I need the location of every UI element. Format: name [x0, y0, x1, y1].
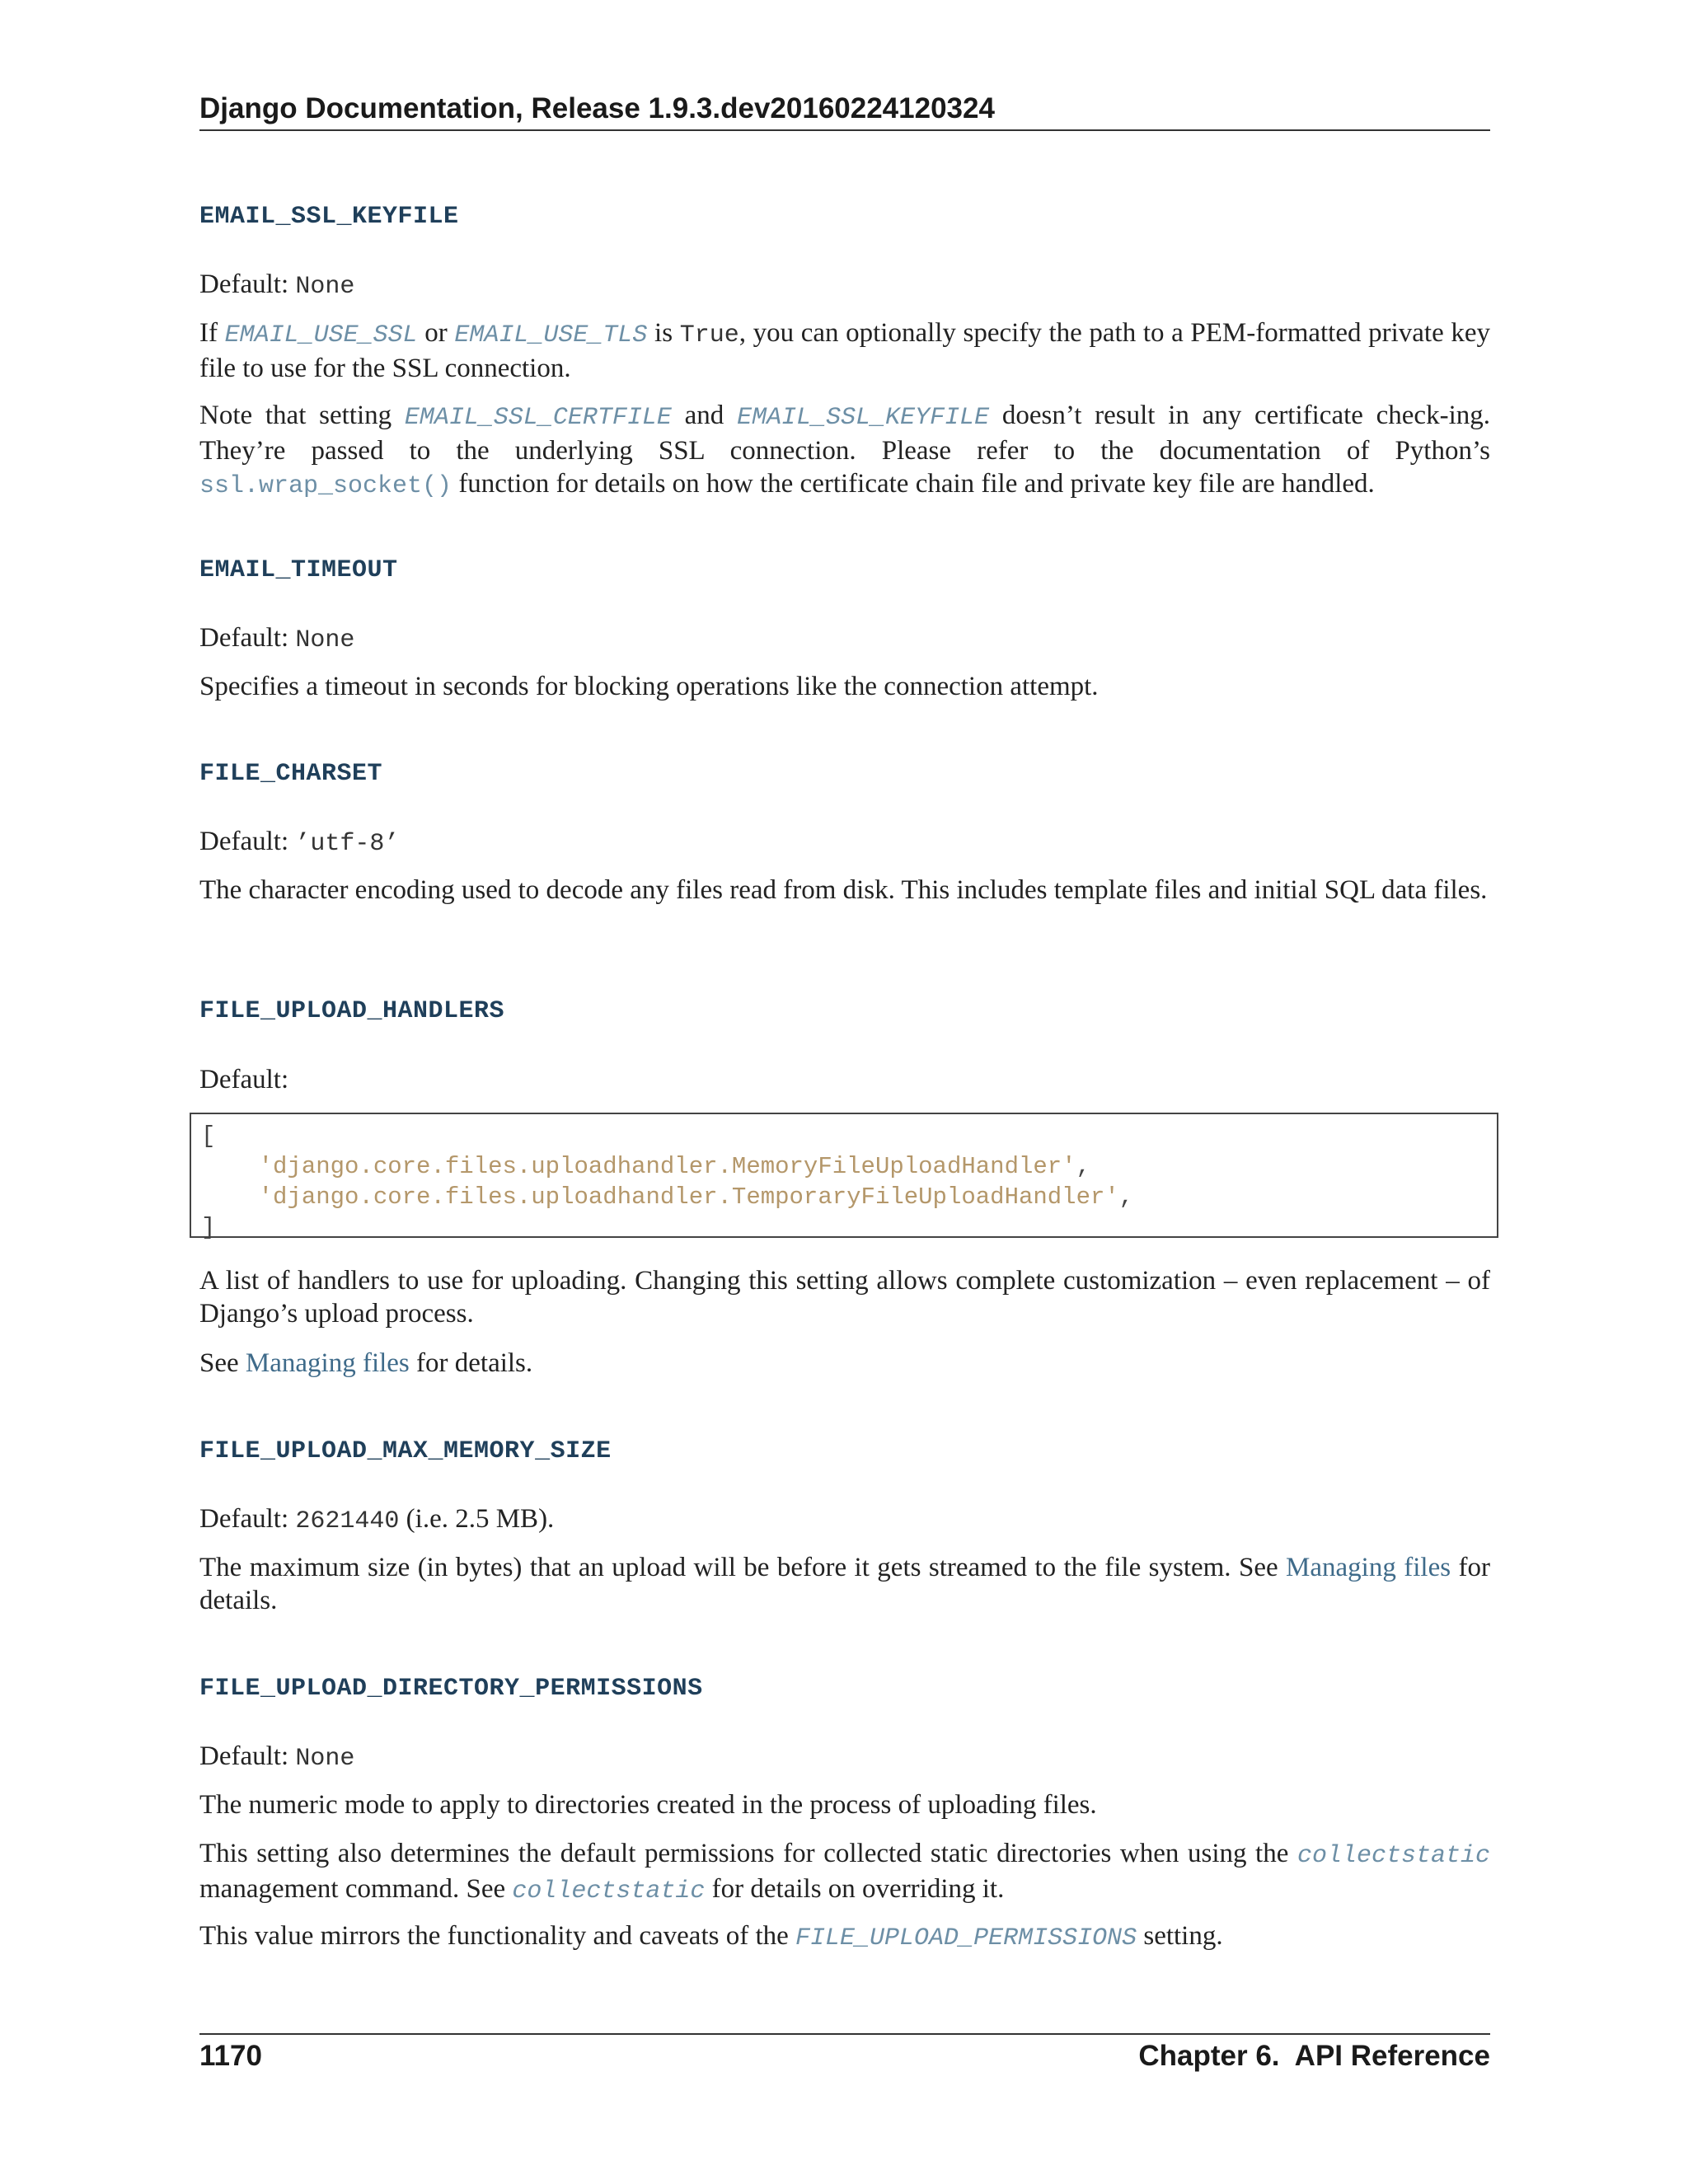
running-header: Django Documentation, Release 1.9.3.dev20160224120324 — [199, 92, 995, 124]
default-label: Default: — [199, 623, 296, 653]
setting-title-email-ssl-keyfile[interactable]: EMAIL_SSL_KEYFILE — [199, 203, 459, 231]
chapter-title: Chapter 6. API Reference — [1138, 2040, 1490, 2072]
default-label: Default: — [199, 1741, 296, 1771]
setting-link[interactable]: EMAIL_USE_TLS — [454, 321, 648, 349]
default-value: ’utf-8’ — [295, 830, 400, 858]
code-line: 'django.core.files.uploadhandler.TemporaryFileUploadHandler', — [258, 1183, 1134, 1211]
inline-code: True — [679, 321, 739, 349]
code-line: [ — [201, 1122, 216, 1150]
paragraph: Note that setting EMAIL_SSL_CERTFILE and EMAIL_SSL_KEYFILE doesn’t result in any certificate check-ing. They’re passed to the underlying SSL connection. Please refer to the documentation of Python’s ssl.wrap_socket() function for details on how the certificate chain file and private key file are handled. — [199, 401, 1490, 500]
command-link[interactable]: collectstatic — [512, 1877, 706, 1905]
default-line — [199, 268, 1490, 303]
default-line — [199, 1740, 1490, 1775]
paragraph: The numeric mode to apply to directories created in the process of uploading files. — [199, 1790, 1097, 1820]
setting-title-file-upload-directory-permissions[interactable]: FILE_UPLOAD_DIRECTORY_PERMISSIONS — [199, 1675, 703, 1703]
default-label: Default: — [199, 269, 296, 299]
default-label: Default: — [199, 1504, 296, 1534]
default-line: Default: — [199, 1065, 289, 1094]
setting-link[interactable]: EMAIL_SSL_KEYFILE — [737, 404, 990, 432]
default-label: Default: — [199, 827, 296, 856]
default-value: None — [295, 1745, 355, 1773]
paragraph: A list of handlers to use for uploading. Changing this setting allows complete customization – even replacement – of Django’s upload process. — [199, 1266, 1490, 1329]
default-line — [199, 621, 1490, 657]
code-string: 'django.core.files.uploadhandler.TemporaryFileUploadHandler' — [258, 1183, 1119, 1211]
code-line: 'django.core.files.uploadhandler.MemoryFileUploadHandler', — [258, 1153, 1090, 1180]
setting-link[interactable]: FILE_UPLOAD_PERMISSIONS — [795, 1924, 1137, 1952]
code-line: ] — [201, 1214, 216, 1241]
setting-link[interactable]: EMAIL_USE_SSL — [224, 321, 418, 349]
setting-title-file-upload-max-memory-size[interactable]: FILE_UPLOAD_MAX_MEMORY_SIZE — [199, 1437, 612, 1465]
paragraph: See Managing files for details. — [199, 1348, 533, 1378]
paragraph: The character encoding used to decode any files read from disk. This includes template files and initial SQL data files. — [199, 875, 1488, 905]
setting-title-email-timeout[interactable]: EMAIL_TIMEOUT — [199, 556, 398, 584]
command-link[interactable]: collectstatic — [1296, 1842, 1490, 1870]
default-value: None — [295, 626, 355, 654]
default-line: Default: 2621440 (i.e. 2.5 MB). — [199, 1504, 555, 1535]
managing-files-link[interactable]: Managing files — [245, 1348, 410, 1378]
paragraph: Specifies a timeout in seconds for blocking operations like the connection attempt. — [199, 672, 1099, 701]
setting-title-file-charset[interactable]: FILE_CHARSET — [199, 760, 383, 788]
default-value: None — [295, 273, 355, 301]
managing-files-link[interactable]: Managing files — [1286, 1553, 1451, 1582]
setting-link[interactable]: EMAIL_SSL_CERTFILE — [404, 404, 672, 432]
code-block — [190, 1113, 1498, 1241]
paragraph: The maximum size (in bytes) that an upload will be before it gets streamed to the file system. See Managing files for details. — [199, 1553, 1490, 1615]
page-number: 1170 — [199, 2040, 262, 2072]
document-page — [199, 0, 1490, 2184]
paragraph: This value mirrors the functionality and caveats of the FILE_UPLOAD_PERMISSIONS setting. — [199, 1921, 1223, 1952]
setting-title-file-upload-handlers[interactable]: FILE_UPLOAD_HANDLERS — [199, 997, 505, 1025]
footer-rule — [199, 2033, 1490, 2035]
default-line — [199, 825, 1490, 860]
code-string: 'django.core.files.uploadhandler.MemoryFileUploadHandler' — [258, 1153, 1076, 1180]
header-rule — [199, 129, 1490, 131]
paragraph: If EMAIL_USE_SSL or EMAIL_USE_TLS is True, you can optionally specify the path to a PEM-formatted private key file to use for the SSL connection. — [199, 318, 1490, 383]
python-doc-link[interactable]: ssl.wrap_socket() — [199, 472, 452, 500]
default-value: 2621440 — [295, 1507, 400, 1535]
paragraph: This setting also determines the default permissions for collected static directories when using the collectstatic management command. See collectstatic for details on overriding it. — [199, 1839, 1490, 1905]
